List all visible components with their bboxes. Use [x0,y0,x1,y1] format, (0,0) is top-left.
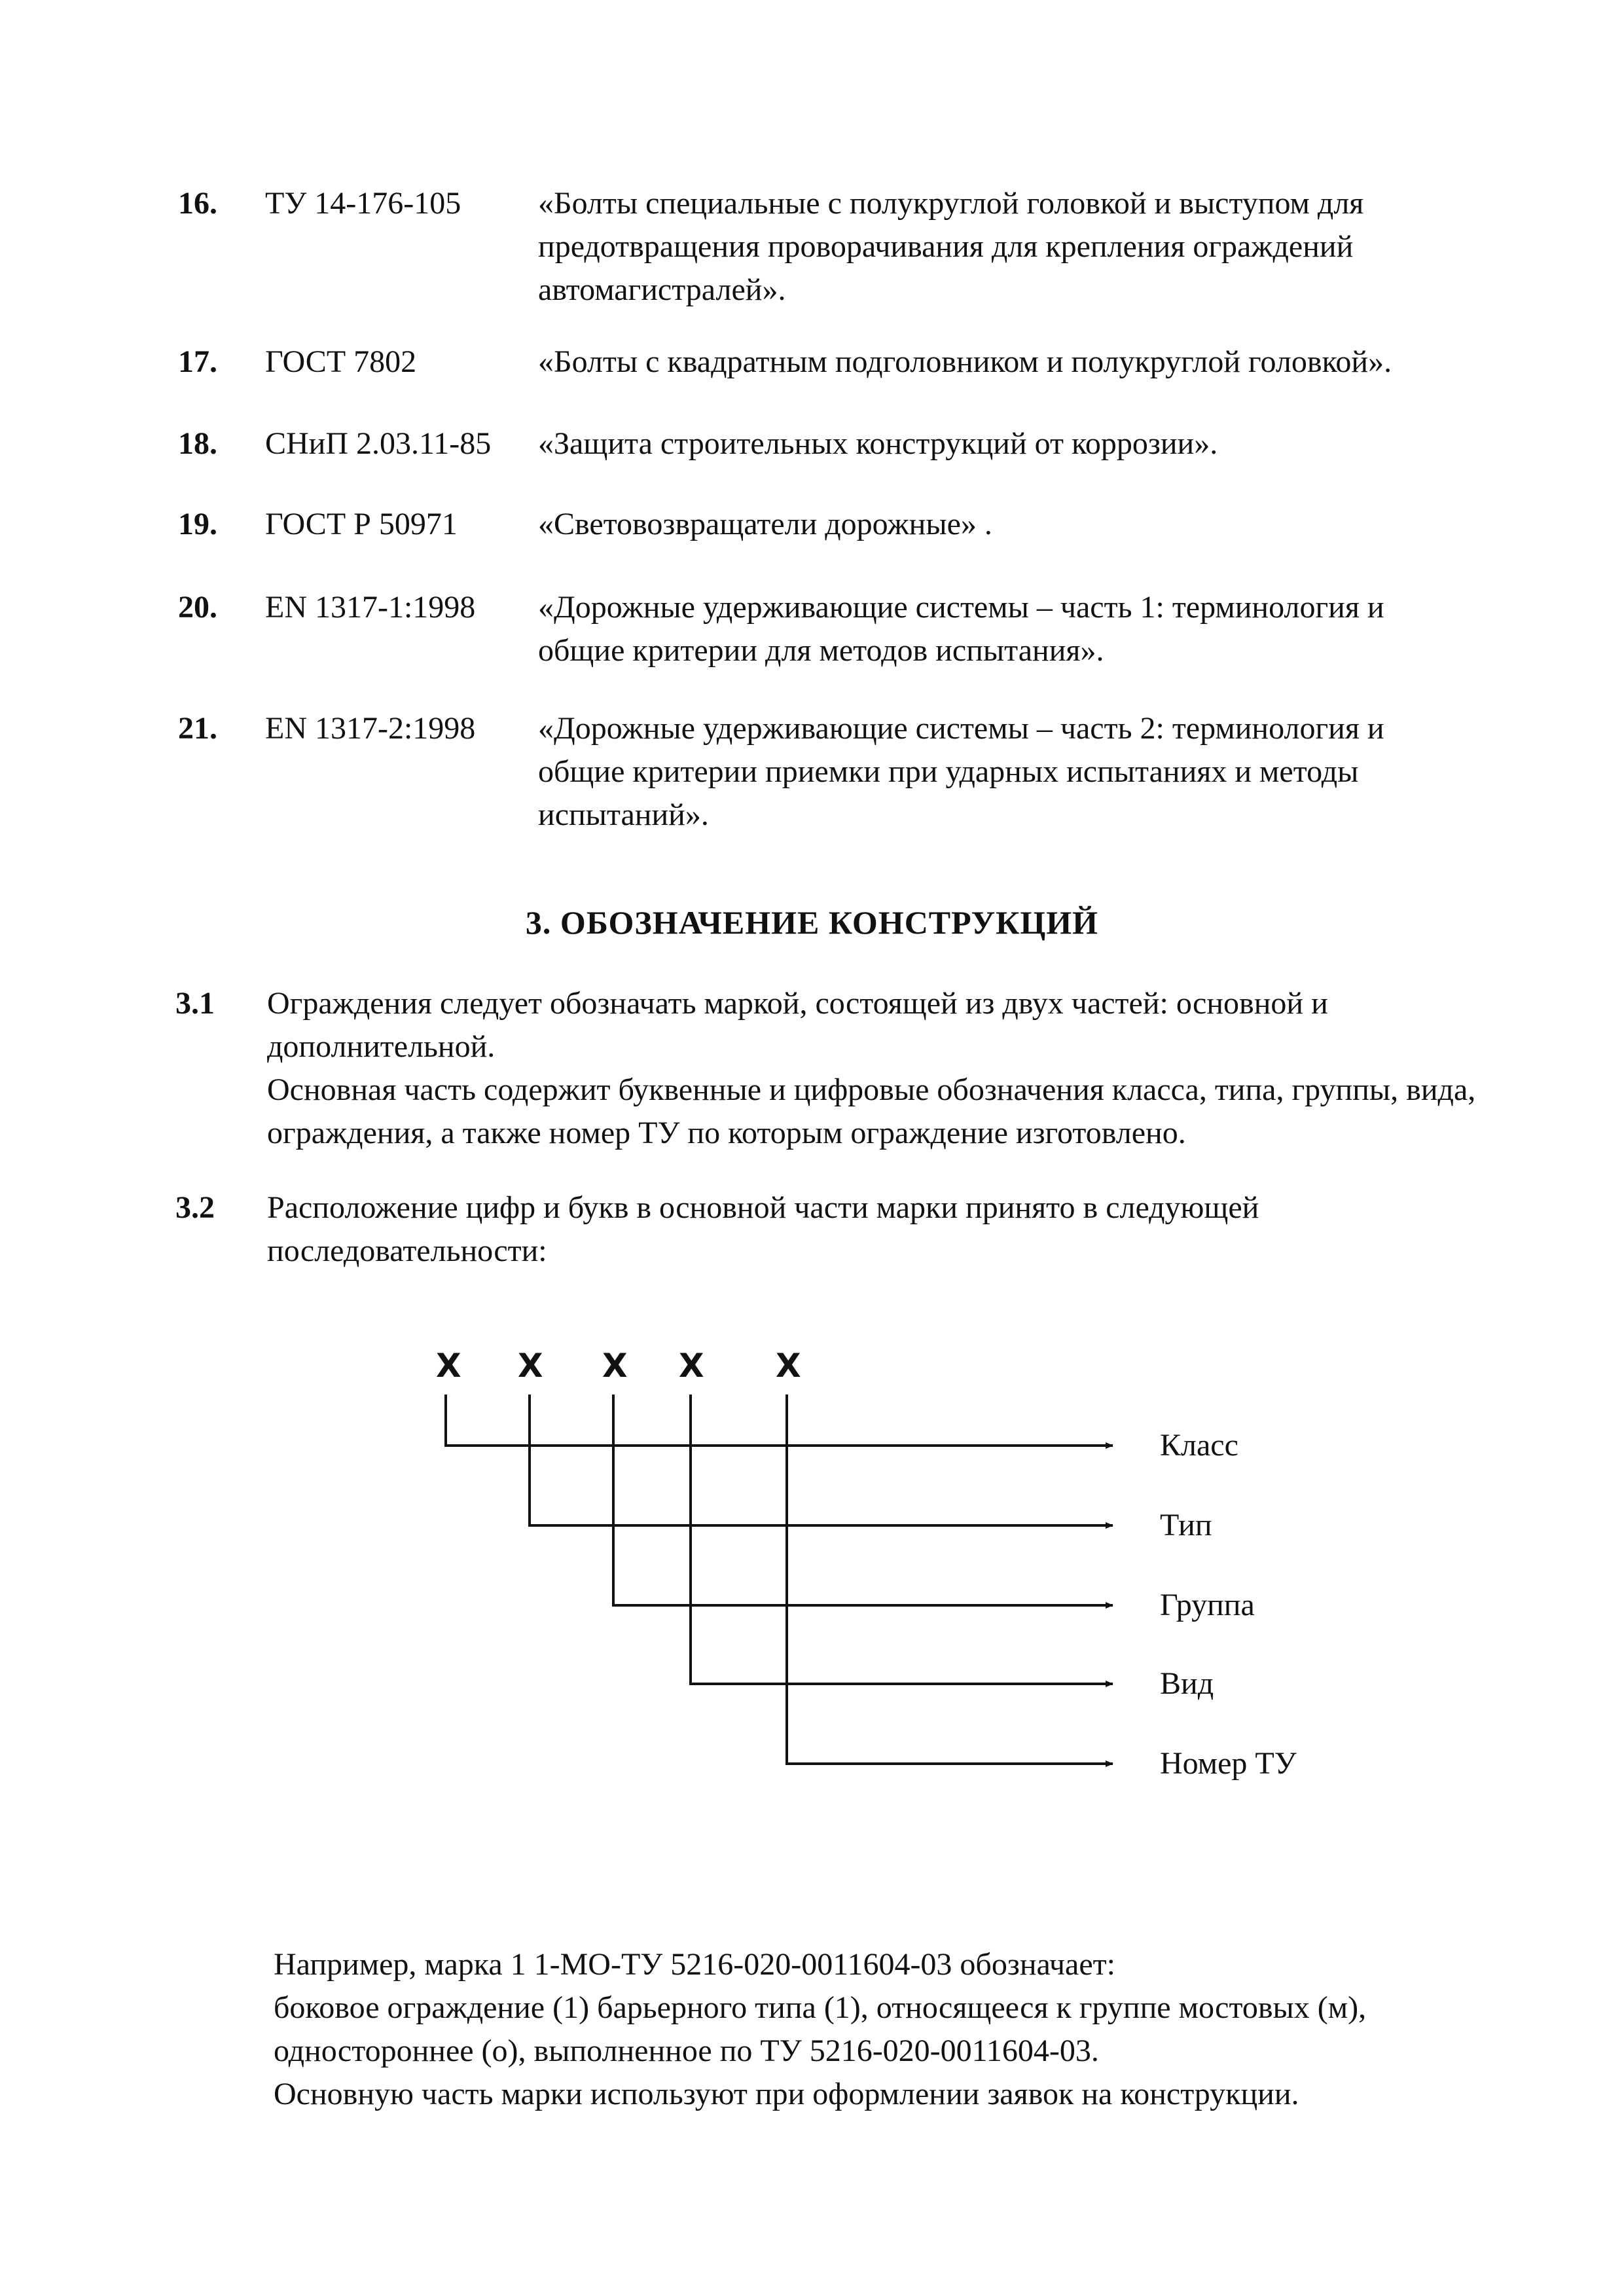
diagram-lines [0,1322,1624,1820]
connector-line-class [446,1394,1113,1446]
diagram-marker: X [602,1347,628,1385]
paragraph-body [267,1186,1341,1273]
paragraph-line: Расположение цифр и букв в основной части марки принято в следующей последовательности: [267,1190,1259,1268]
diagram-marker: X [436,1347,461,1385]
diagram-label-class: Класс [1160,1428,1238,1463]
paragraph-body [267,982,1485,1155]
diagram-label-type: Тип [1160,1508,1212,1542]
connector-line-group [613,1394,1113,1605]
reference-number: 21. [178,711,217,746]
reference-number: 17. [178,344,217,379]
reference-code: СНиП 2.03.11-85 [265,426,492,461]
example-line: Основную часть марки используют при оформлении заявок на конструкции. [274,2077,1299,2111]
reference-code: ТУ 14-176-105 [265,186,461,221]
diagram-label-kind: Вид [1160,1666,1214,1701]
reference-number: 20. [178,590,217,625]
diagram-label-group: Группа [1160,1588,1255,1622]
diagram-marker: X [776,1347,801,1385]
connector-line-kind [691,1394,1113,1684]
reference-title: «Болты специальные с полукруглой головкой и выступом для предотвращения проворачивания для крепления ограждений автомагистралей». [538,186,1364,307]
reference-code: EN 1317-2:1998 [265,711,476,746]
reference-code: ГОСТ Р 50971 [265,507,458,541]
paragraph-number: 3.1 [175,986,215,1021]
example-line: Например, марка 1 1-МО-ТУ 5216-020-0011604-03 обозначает: [274,1947,1115,1982]
reference-number: 19. [178,507,217,541]
diagram-label-tu-number: Номер ТУ [1160,1746,1297,1781]
connector-line-tu [787,1394,1113,1764]
example-paragraph [274,1943,1517,2116]
designation-diagram [0,1322,1624,1820]
reference-title: «Дорожные удерживающие системы – часть 1: терминология и общие критерии для методов испытания». [538,590,1384,668]
paragraph-number: 3.2 [175,1190,215,1225]
paragraph-line: Основная часть содержит буквенные и цифровые обозначения класса, типа, группы, вида, ограждения, а также номер ТУ по которым ограждение изготовлено. [267,1072,1476,1150]
example-line: боковое ограждение (1) барьерного типа (1), относящееся к группе мостовых (м), одностороннее (о), выполненное по ТУ 5216-020-0011604-03. [274,1990,1367,2068]
reference-number: 16. [178,186,217,221]
connector-line-type [530,1394,1113,1525]
section-heading: 3. ОБОЗНАЧЕНИЕ КОНСТРУКЦИЙ [525,904,1099,941]
reference-title: «Дорожные удерживающие системы – часть 2: терминология и общие критерии приемки при ударных испытаниях и методы испытаний». [538,711,1384,832]
reference-title: «Световозвращатели дорожные» . [538,507,992,541]
reference-title: «Защита строительных конструкций от коррозии». [538,426,1218,461]
reference-title: «Болты с квадратным подголовником и полукруглой головкой». [538,344,1392,379]
diagram-marker: X [518,1347,543,1385]
reference-number: 18. [178,426,217,461]
reference-code: ГОСТ 7802 [265,344,417,379]
diagram-marker: X [679,1347,704,1385]
reference-code: EN 1317-1:1998 [265,590,476,625]
paragraph-line: Ограждения следует обозначать маркой, состоящей из двух частей: основной и дополнительной. [267,986,1328,1064]
